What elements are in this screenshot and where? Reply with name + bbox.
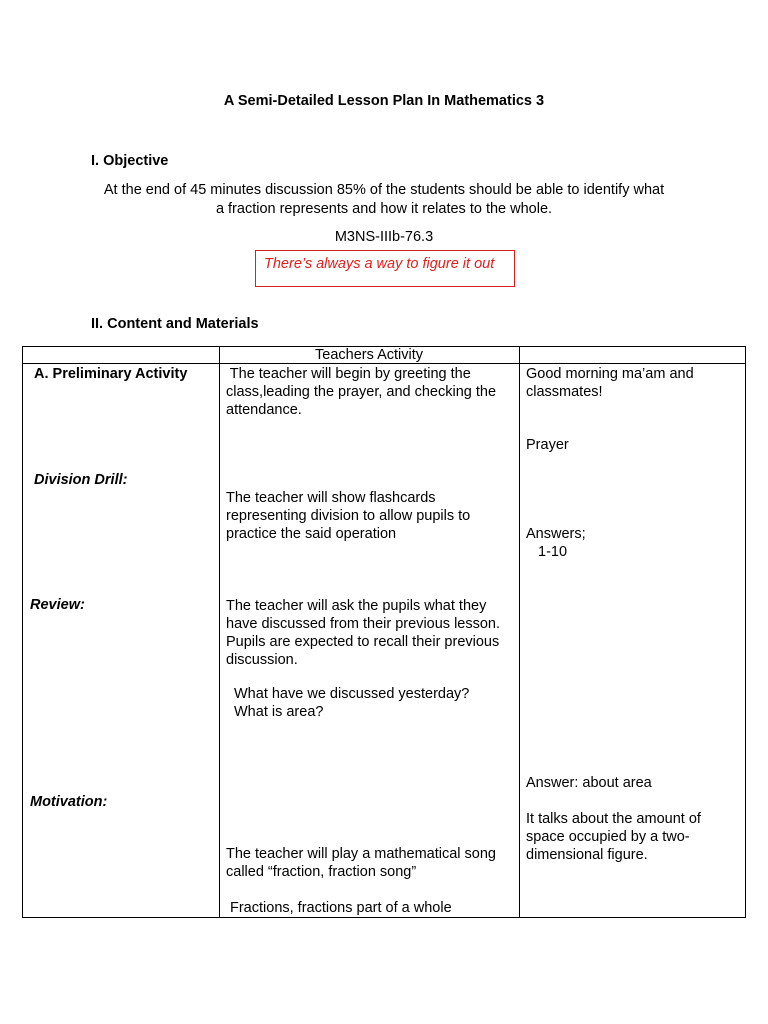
table-column-divider-2 xyxy=(519,346,520,918)
pupil-prayer: Prayer xyxy=(526,437,569,453)
greeting-activity: The teacher will begin by greeting the class,leading the prayer, and checking the attendance. xyxy=(226,366,497,418)
page-title: A Semi-Detailed Lesson Plan In Mathematics 3 xyxy=(223,93,545,109)
review-questions: What have we discussed yesterday? What is area? xyxy=(234,686,470,720)
motivation-label: Motivation: xyxy=(30,794,108,810)
motto-box: There’s always a way to figure it out xyxy=(255,250,515,287)
area-definition: It talks about the amount of space occupied by a two- dimensional figure. xyxy=(526,811,701,863)
objective-heading: I. Objective xyxy=(91,153,169,169)
answers-value: 1-10 xyxy=(538,544,568,560)
objective-line-1: At the end of 45 minutes discussion 85% of the students should be able to identify what xyxy=(103,182,665,198)
table-header-teachers-activity: Teachers Activity xyxy=(315,347,423,363)
answer-about-area: Answer: about area xyxy=(526,775,652,791)
answers-label: Answers; xyxy=(526,526,586,542)
objective-line-2: a fraction represents and how it relates to the whole. xyxy=(215,201,553,217)
review-activity: The teacher will ask the pupils what they have discussed from their previous lesson. Pupils are expected to recall their previous discussion. xyxy=(226,598,501,668)
competency-code: M3NS-IIIb-76.3 xyxy=(334,229,434,245)
song-lyrics: Fractions, fractions part of a whole xyxy=(230,900,452,916)
content-heading: II. Content and Materials xyxy=(91,316,259,332)
pupil-greeting: Good morning ma’am and classmates! xyxy=(526,366,694,400)
song-activity: The teacher will play a mathematical song called “fraction, fraction song” xyxy=(226,846,496,880)
flashcard-activity: The teacher will show flashcards representing division to allow pupils to practice the said operation xyxy=(226,490,471,542)
table-column-divider-1 xyxy=(219,346,220,918)
division-drill-label: Division Drill: xyxy=(34,472,128,488)
preliminary-activity-label: A. Preliminary Activity xyxy=(34,366,188,382)
review-label: Review: xyxy=(30,597,85,613)
